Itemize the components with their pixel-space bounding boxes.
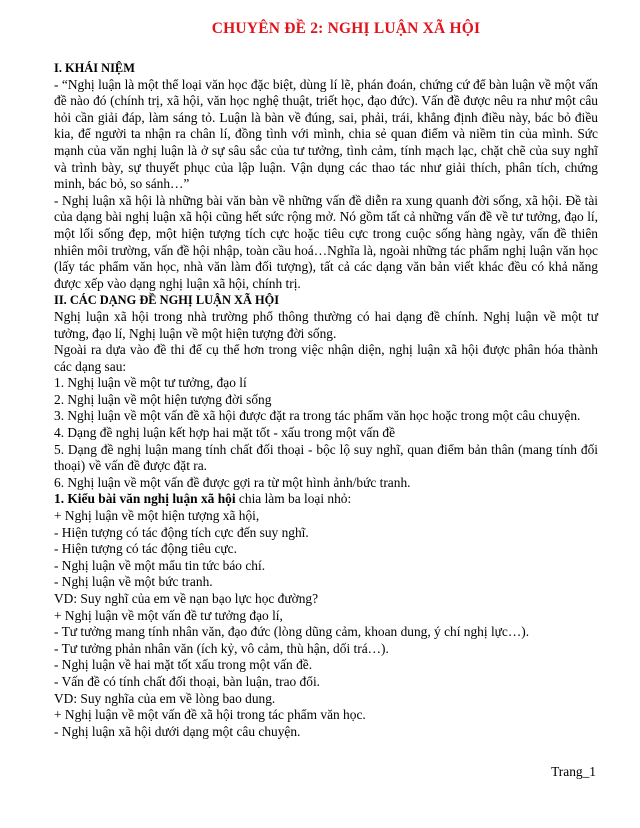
list-item: 3. Nghị luận về một vấn đề xã hội được đặt ra trong tác phẩm văn học hoặc trong một câu chuyện. <box>54 408 581 424</box>
document-body <box>54 60 598 740</box>
paragraph-classification: Ngoài ra dựa vào đề thi để cụ thể hơn trong việc nhận diện, nghị luận xã hội được phân hóa thành các dạng sau: <box>54 342 598 374</box>
example-line: VD: Suy nghĩa của em về lòng bao dung. <box>54 690 276 706</box>
list-item: - Tư tưởng mang tính nhân văn, đạo đức (lòng dũng cảm, khoan dung, ý chí nghị lực…). <box>54 624 530 640</box>
subsection-rest: chia làm ba loại nhỏ: <box>235 491 352 507</box>
list-item: 2. Nghị luận về một hiện tượng đời sống <box>54 391 272 407</box>
document-page <box>54 20 598 740</box>
paragraph-two-types: Nghị luận xã hội trong nhà trường phổ thông thường có hai dạng đề chính. Nghị luận về một tư tưởng, đạo lí, Nghị luận về một hiện tượng đời sống. <box>54 308 598 341</box>
list-item: + Nghị luận về một vấn đề xã hội trong tác phẩm văn học. <box>54 707 366 723</box>
list-item: - Nghị luận về một mẩu tin tức báo chí. <box>54 557 266 573</box>
list-item: - Nghị luận về hai mặt tốt xấu trong một vấn đề. <box>54 657 313 673</box>
list-item: 1. Nghị luận về một tư tưởng, đạo lí <box>54 375 247 391</box>
list-item: + Nghị luận về một hiện tượng xã hội, <box>54 508 260 524</box>
list-item: - Hiện tượng có tác động tiêu cực. <box>54 541 237 557</box>
list-item: - Vấn đề có tính chất đối thoại, bàn luận, trao đổi. <box>54 673 321 689</box>
page-number: Trang_1 <box>551 764 596 779</box>
paragraph-definition: - “Nghị luận là một thể loại văn học đặc biệt, dùng lí lẽ, phán đoán, chứng cứ để bàn luận về một vấn đề nào đó (chính trị, xã hội, văn học nghệ thuật, triết học, đạo đức). Vấn đề được nêu ra như một câu hỏi cần giải đáp, làm sáng tỏ. Luận là bàn về đúng, sai, phải, trái, khẳng định điều này, bác bỏ điều kia, để người ta nhận ra chân lí, đồng tình với mình, chia sẻ quan điểm và niềm tin của mình. Sức mạnh của văn nghị luận là ở sự sâu sắc của tư tưởng, tình cảm, tính mạch lạc, chặt chẽ của suy nghĩ và trình bày, sự thuyết phục của lập luận. Vận dụng các thao tác như giải thích, phân tích, chứng minh, bác bỏ, so sánh…” <box>54 76 598 192</box>
list-item: 6. Nghị luận về một vấn đề được gợi ra từ một hình ảnh/bức tranh. <box>54 474 411 490</box>
list-item: - Nghị luận xã hội dưới dạng một câu chuyện. <box>54 723 301 739</box>
list-item: + Nghị luận về một vấn đề tư tưởng đạo lí, <box>54 607 283 623</box>
page-title: CHUYÊN ĐỀ 2: NGHỊ LUẬN XÃ HỘI <box>211 20 481 37</box>
paragraph-social-argument: - Nghị luận xã hội là những bài văn bàn về những vấn đề diễn ra xung quanh đời sống, xã hội. Đề tài của dạng bài nghị luận xã hội cũng hết sức rộng mở. Nó gồm tất cả những vấn đề về tư tưởng, đạo lí, một lối sống đẹp, một hiện tượng tích cực hoặc tiêu cực trong cuộc sống hàng ngày, vấn đề thiên nhiên môi trường, vấn đề hội nhập, toàn cầu hoá…Nghĩa là, ngoài những tác phẩm nghị luận văn học (lấy tác phẩm văn học, nhà văn làm đối tượng), tất cả các dạng văn bản viết khác đều có khả năng được xếp vào dạng nghị luận xã hội, chính trị. <box>54 192 598 291</box>
list-item: - Hiện tượng có tác động tích cực đến suy nghĩ. <box>54 524 309 540</box>
list-item: 5. Dạng đề nghị luận mang tính chất đối thoại - bộc lộ suy nghĩ, quan điểm bản thân (mang tính đối thoại) về vấn đề được đặt ra. <box>54 441 598 474</box>
list-item: - Tư tưởng phản nhân văn (ích kỷ, vô cảm, thù hận, dối trá…). <box>54 640 389 656</box>
section-heading-1: I. KHÁI NIỆM <box>54 61 135 75</box>
list-item: - Nghị luận về một bức tranh. <box>54 574 213 590</box>
subsection-heading <box>54 491 598 508</box>
list-item: 4. Dạng đề nghị luận kết hợp hai mặt tốt - xấu trong một vấn đề <box>54 425 396 441</box>
subsection-bold-label: 1. Kiểu bài văn nghị luận xã hội <box>54 491 236 507</box>
example-line: VD: Suy nghĩ của em về nạn bạo lực học đường? <box>54 591 319 606</box>
section-heading-2: II. CÁC DẠNG ĐỀ NGHỊ LUẬN XÃ HỘI <box>54 293 280 308</box>
